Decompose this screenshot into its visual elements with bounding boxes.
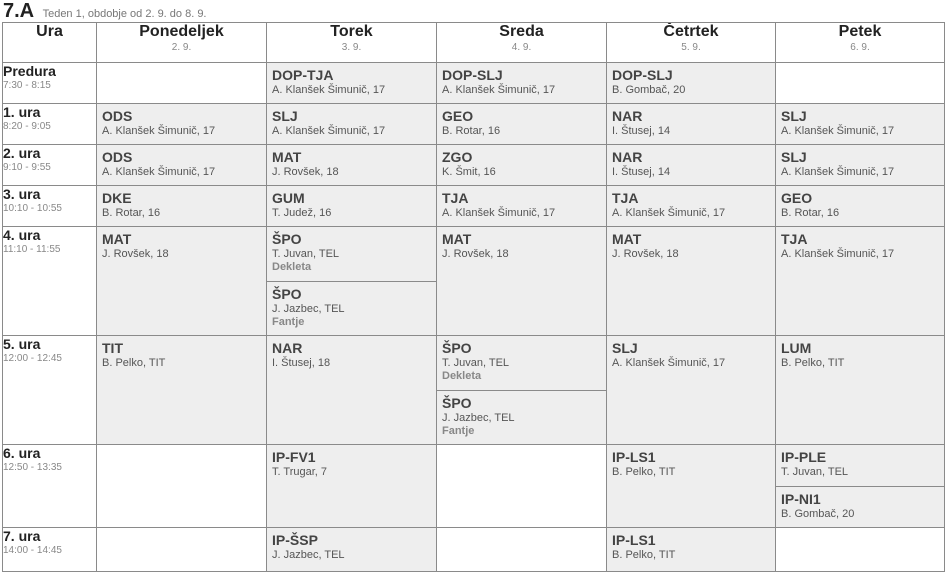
subject-code: TJA <box>781 231 808 247</box>
period-name: Predura <box>3 63 56 79</box>
lesson-block[interactable] <box>607 528 775 562</box>
teacher-room: J. Rovšek, 18 <box>442 248 509 260</box>
subject-code: IP-NI1 <box>781 491 821 507</box>
subject-code: IP-LS1 <box>612 532 656 548</box>
subject-code: NAR <box>612 108 643 124</box>
lesson-block[interactable] <box>97 227 266 261</box>
lesson-block[interactable] <box>267 281 436 335</box>
lesson-cell[interactable] <box>97 145 267 186</box>
period-time: 11:10 - 11:55 <box>3 244 61 255</box>
teacher-room: T. Juvan, TEL <box>781 466 849 478</box>
lesson-block[interactable] <box>267 528 436 562</box>
subject-code: IP-ŠSP <box>272 532 318 548</box>
subject-code: IP-FV1 <box>272 449 316 465</box>
subject-code: DOP-SLJ <box>442 67 503 83</box>
group-label: Fantje <box>442 425 475 437</box>
empty-cell <box>437 528 607 572</box>
lesson-block[interactable] <box>267 104 436 138</box>
timetable-grid <box>2 22 945 572</box>
period-row <box>3 336 945 445</box>
subject-code: GUM <box>272 190 305 206</box>
period-row <box>3 528 945 572</box>
lesson-block[interactable] <box>267 145 436 179</box>
period-name: 1. ura <box>3 104 41 120</box>
period-row <box>3 145 945 186</box>
lesson-cell[interactable] <box>97 104 267 145</box>
lesson-cell[interactable] <box>97 227 267 336</box>
subject-code: DOP-TJA <box>272 67 334 83</box>
teacher-room: T. Juvan, TEL <box>442 357 510 369</box>
lesson-block[interactable] <box>776 336 944 370</box>
lesson-block[interactable] <box>97 145 266 179</box>
lesson-block[interactable] <box>607 145 775 179</box>
lesson-cell[interactable] <box>267 445 437 528</box>
lesson-cell[interactable] <box>437 104 607 145</box>
lesson-block[interactable] <box>607 227 775 261</box>
lesson-block[interactable] <box>267 63 436 97</box>
group-label: Dekleta <box>272 261 312 273</box>
teacher-room: A. Klanšek Šimunič, 17 <box>781 248 895 260</box>
empty-cell <box>776 528 945 572</box>
subject-code: SLJ <box>781 149 807 165</box>
day-name: Sreda <box>499 23 544 40</box>
teacher-room: B. Pelko, TIT <box>781 357 845 369</box>
teacher-room: J. Jazbec, TEL <box>272 303 345 315</box>
subject-code: ŠPO <box>272 231 302 247</box>
lesson-block[interactable] <box>437 63 606 97</box>
teacher-room: A. Klanšek Šimunič, 17 <box>612 207 726 219</box>
lesson-block[interactable] <box>437 104 606 138</box>
lesson-cell[interactable] <box>776 227 945 336</box>
lesson-cell[interactable] <box>267 336 437 445</box>
lesson-cell[interactable] <box>97 336 267 445</box>
lesson-block[interactable] <box>776 104 944 138</box>
lesson-cell[interactable] <box>267 63 437 104</box>
teacher-room: K. Šmit, 16 <box>442 166 496 178</box>
lesson-block[interactable] <box>607 186 775 220</box>
subject-code: ŠPO <box>442 340 472 356</box>
subject-code: MAT <box>442 231 472 247</box>
subject-code: SLJ <box>612 340 638 356</box>
teacher-room: J. Jazbec, TEL <box>272 549 345 561</box>
period-cell <box>3 227 97 336</box>
teacher-room: A. Klanšek Šimunič, 17 <box>781 166 895 178</box>
lesson-block[interactable] <box>607 336 775 370</box>
lesson-block[interactable] <box>437 227 606 261</box>
day-name: Ponedeljek <box>139 23 224 40</box>
day-header-3 <box>437 23 607 63</box>
day-name: Torek <box>330 23 373 40</box>
day-header-2 <box>267 23 437 63</box>
period-name: 7. ura <box>3 528 41 544</box>
teacher-room: I. Štusej, 14 <box>612 166 671 178</box>
lesson-cell[interactable] <box>607 227 776 336</box>
teacher-room: B. Rotar, 16 <box>781 207 840 219</box>
lesson-cell[interactable] <box>607 63 776 104</box>
lesson-cell[interactable] <box>267 227 437 336</box>
period-time: 8:20 - 9:05 <box>3 121 51 132</box>
lesson-cell[interactable] <box>776 145 945 186</box>
teacher-room: T. Juvan, TEL <box>272 248 340 260</box>
teacher-room: B. Pelko, TIT <box>612 549 676 561</box>
subject-code: SLJ <box>781 108 807 124</box>
lesson-block[interactable] <box>267 186 436 220</box>
day-date: 5. 9. <box>681 42 701 53</box>
lesson-cell[interactable] <box>776 104 945 145</box>
day-header-5 <box>776 23 945 63</box>
lesson-cell[interactable] <box>267 528 437 572</box>
lesson-block[interactable] <box>776 145 944 179</box>
subject-code: TJA <box>612 190 639 206</box>
period-cell <box>3 145 97 186</box>
teacher-room: B. Rotar, 16 <box>102 207 161 219</box>
subject-code: ODS <box>102 108 133 124</box>
lesson-block[interactable] <box>607 63 775 97</box>
lesson-block[interactable] <box>437 186 606 220</box>
subject-code: IP-PLE <box>781 449 827 465</box>
teacher-room: J. Rovšek, 18 <box>612 248 679 260</box>
lesson-cell[interactable] <box>437 336 607 445</box>
lesson-block[interactable] <box>607 104 775 138</box>
period-time: 9:10 - 9:55 <box>3 162 51 173</box>
subject-code: IP-LS1 <box>612 449 656 465</box>
lesson-block[interactable] <box>267 445 436 479</box>
lesson-block[interactable] <box>97 186 266 220</box>
lesson-cell[interactable] <box>437 63 607 104</box>
day-header-1 <box>97 23 267 63</box>
subject-code: LUM <box>781 340 812 356</box>
teacher-room: A. Klanšek Šimunič, 17 <box>612 357 726 369</box>
period-row <box>3 227 945 336</box>
day-date: 2. 9. <box>171 42 192 53</box>
group-label: Dekleta <box>442 370 482 382</box>
subject-code: TJA <box>442 190 469 206</box>
subject-code: ŠPO <box>272 286 302 302</box>
lesson-block[interactable] <box>437 390 606 444</box>
subject-code: MAT <box>612 231 642 247</box>
lesson-cell[interactable] <box>776 186 945 227</box>
lesson-block[interactable] <box>437 336 606 390</box>
period-name: 6. ura <box>3 445 41 461</box>
subject-code: TIT <box>102 340 123 356</box>
lesson-cell[interactable] <box>607 104 776 145</box>
lesson-block[interactable] <box>776 186 944 220</box>
teacher-room: I. Štusej, 18 <box>272 357 331 369</box>
day-header-4 <box>607 23 776 63</box>
ura-label: Ura <box>36 23 63 40</box>
lesson-cell[interactable] <box>437 186 607 227</box>
subject-code: GEO <box>781 190 813 206</box>
teacher-room: I. Štusej, 14 <box>612 125 671 137</box>
period-time: 12:50 - 13:35 <box>3 462 62 473</box>
period-name: 3. ura <box>3 186 41 202</box>
period-time: 14:00 - 14:45 <box>3 545 62 556</box>
teacher-room: J. Jazbec, TEL <box>442 412 515 424</box>
teacher-room: T. Trugar, 7 <box>272 466 328 478</box>
teacher-room: B. Rotar, 16 <box>442 125 501 137</box>
lesson-block[interactable] <box>97 336 266 370</box>
ura-header-cell <box>3 23 97 63</box>
subject-code: GEO <box>442 108 474 124</box>
lesson-cell[interactable] <box>776 445 945 528</box>
teacher-room: A. Klanšek Šimunič, 17 <box>781 125 895 137</box>
day-header-row <box>3 23 945 63</box>
lesson-block[interactable] <box>267 227 436 281</box>
subject-code: ŠPO <box>442 395 472 411</box>
teacher-room: A. Klanšek Šimunič, 17 <box>442 207 556 219</box>
lesson-block[interactable] <box>776 486 944 527</box>
teacher-room: J. Rovšek, 18 <box>272 166 339 178</box>
period-row <box>3 186 945 227</box>
group-label: Fantje <box>272 316 305 328</box>
lesson-cell[interactable] <box>97 186 267 227</box>
lesson-block[interactable] <box>776 227 944 261</box>
lesson-cell[interactable] <box>776 336 945 445</box>
lesson-cell[interactable] <box>267 186 437 227</box>
lesson-cell[interactable] <box>437 145 607 186</box>
period-time: 10:10 - 10:55 <box>3 203 62 214</box>
period-cell <box>3 528 97 572</box>
period-time: 7:30 - 8:15 <box>3 80 51 91</box>
lesson-block[interactable] <box>267 336 436 370</box>
period-time: 12:00 - 12:45 <box>3 353 62 364</box>
period-cell <box>3 336 97 445</box>
period-name: 2. ura <box>3 145 41 161</box>
period-name: 5. ura <box>3 336 41 352</box>
lesson-cell[interactable] <box>607 336 776 445</box>
day-name: Petek <box>838 23 882 40</box>
day-date: 6. 9. <box>850 42 870 53</box>
period-cell <box>3 63 97 104</box>
lesson-cell[interactable] <box>267 145 437 186</box>
lesson-block[interactable] <box>776 445 944 486</box>
day-name: Četrtek <box>663 23 719 40</box>
empty-cell <box>437 445 607 528</box>
teacher-room: B. Gombač, 20 <box>612 84 686 96</box>
teacher-room: B. Pelko, TIT <box>612 466 676 478</box>
lesson-cell[interactable] <box>437 227 607 336</box>
period-cell <box>3 104 97 145</box>
lesson-cell[interactable] <box>607 528 776 572</box>
teacher-room: T. Judež, 16 <box>272 207 332 219</box>
week-info: Teden 1, obdobje od 2. 9. do 8. 9. <box>42 8 207 20</box>
teacher-room: A. Klanšek Šimunič, 17 <box>272 125 386 137</box>
timetable-header <box>3 0 207 22</box>
lesson-cell[interactable] <box>267 104 437 145</box>
teacher-room: A. Klanšek Šimunič, 17 <box>442 84 556 96</box>
period-row <box>3 104 945 145</box>
period-row <box>3 445 945 528</box>
subject-code: DOP-SLJ <box>612 67 673 83</box>
class-name: 7.A <box>3 0 35 22</box>
lesson-block[interactable] <box>97 104 266 138</box>
lesson-cell[interactable] <box>607 145 776 186</box>
period-row <box>3 63 945 104</box>
subject-code: ODS <box>102 149 133 165</box>
empty-cell <box>776 63 945 104</box>
subject-code: DKE <box>102 190 132 206</box>
subject-code: MAT <box>102 231 132 247</box>
teacher-room: B. Gombač, 20 <box>781 508 855 520</box>
subject-code: NAR <box>272 340 303 356</box>
teacher-room: A. Klanšek Šimunič, 17 <box>272 84 386 96</box>
period-cell <box>3 186 97 227</box>
teacher-room: B. Pelko, TIT <box>102 357 166 369</box>
lesson-cell[interactable] <box>607 445 776 528</box>
teacher-room: J. Rovšek, 18 <box>102 248 169 260</box>
subject-code: NAR <box>612 149 643 165</box>
subject-code: MAT <box>272 149 302 165</box>
subject-code: ZGO <box>442 149 473 165</box>
day-date: 3. 9. <box>341 42 362 53</box>
teacher-room: A. Klanšek Šimunič, 17 <box>102 125 216 137</box>
period-cell <box>3 445 97 528</box>
lesson-block[interactable] <box>437 145 606 179</box>
empty-cell <box>97 63 267 104</box>
subject-code: SLJ <box>272 108 298 124</box>
day-date: 4. 9. <box>511 42 532 53</box>
lesson-block[interactable] <box>607 445 775 479</box>
teacher-room: A. Klanšek Šimunič, 17 <box>102 166 216 178</box>
lesson-cell[interactable] <box>607 186 776 227</box>
empty-cell <box>97 445 267 528</box>
period-name: 4. ura <box>3 227 41 243</box>
empty-cell <box>97 528 267 572</box>
